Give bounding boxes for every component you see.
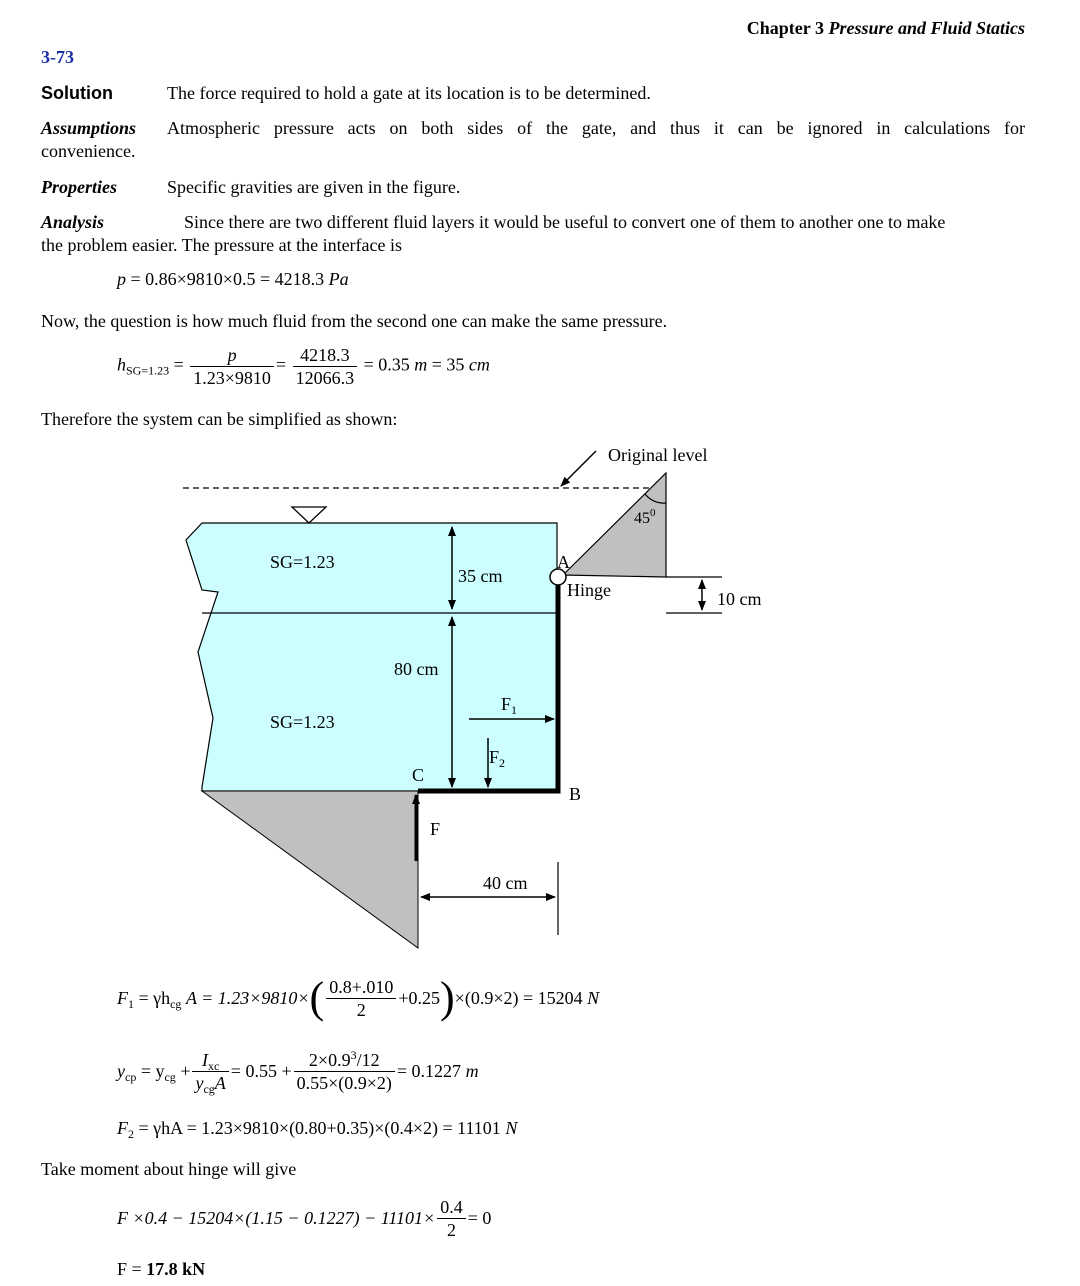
dim-80-label: 80 cm [394, 659, 439, 679]
equation-f1: $F_1 = \gamma h_{cg}$ A = 1.23×9810× ( $\frac{0.8+.010}{2}$ +0.25 ) × (0.9×2) = 15204 N [117, 973, 600, 1022]
final-result: F = 17.8 kN [117, 1259, 206, 1279]
gate-diagram [0, 430, 1080, 960]
label-f: F [430, 819, 441, 839]
equation-pressure: p = 0.86×9810×0.5 = 4218.3 Pa [117, 269, 349, 289]
analysis-text: Since there are two different fluid layers it would be useful to convert one of them to another one to make [184, 212, 946, 232]
analysis-text-cont: the problem easier. The pressure at the interface is [41, 235, 403, 255]
assumptions-text: Atmospheric pressure acts on both sides of the gate, and thus it can be ignored in calculations for [167, 118, 1025, 138]
label-f1: $F_1$ [501, 694, 518, 717]
properties-text: Specific gravities are given in the figure. [167, 177, 461, 197]
original-level-arrow [561, 451, 596, 486]
label-f2: $F_2$ [489, 747, 506, 770]
angle-label: $45^0$ [634, 507, 656, 527]
dim-35-label: 35 cm [458, 566, 503, 586]
equation-ycp: $y_{cp} = y_{cg}$ + $\frac{I_{xc}}{y_{cg}A}$ = 0.55 + $\frac{2\times 0.9^3/12}{0.55\times(0.9\times 2)}$ = 0.1227 m [117, 1047, 479, 1096]
label-a: A [557, 552, 570, 572]
paragraph-question: Now, the question is how much fluid from the second one can make the same pressure. [41, 311, 668, 331]
bottom-wall [202, 791, 418, 948]
properties-label: Properties [41, 177, 117, 197]
dim-40-label: 40 cm [483, 873, 528, 893]
solution-text: The force required to hold a gate at its location is to be determined. [167, 83, 651, 103]
label-hinge: Hinge [567, 580, 611, 600]
equation-moment: F ×0.4 − 15204×(1.15 − 0.1227) − 11101× $\frac{0.4}{2}$ = 0 [117, 1196, 492, 1240]
equation-f2: $F_2 = \gamma hA = 1.23\times 9810\times(0.80+0.35)\times(0.4\times 2) = 11101$ N [117, 1118, 518, 1141]
chapter-header: Chapter 3 Pressure and Fluid Statics [746, 18, 1025, 38]
fluid-region [186, 523, 557, 791]
label-b: B [569, 784, 582, 804]
equation-height: $h_{SG=1.23}$ = $\frac{p}{1.23\times 9810}$ = $\frac{4218.3}{12066.3}$ = 0.35 m = 35 cm [117, 345, 490, 388]
dim-10-label: 10 cm [717, 589, 762, 609]
problem-number: 3-73 [41, 47, 74, 67]
label-c: C [412, 765, 425, 785]
sg-bottom-label: SG=1.23 [270, 712, 335, 732]
original-level-label: Original level [608, 445, 708, 465]
sg-top-label: SG=1.23 [270, 552, 335, 572]
assumptions-label: Assumptions [41, 118, 137, 138]
analysis-label: Analysis [41, 212, 105, 232]
assumptions-text-cont: convenience. [41, 141, 136, 161]
solution-label: Solution [41, 83, 113, 103]
paragraph-simplified: Therefore the system can be simplified as shown: [41, 409, 398, 429]
paragraph-moment: Take moment about hinge will give [41, 1159, 297, 1179]
free-surface-icon [292, 507, 326, 523]
